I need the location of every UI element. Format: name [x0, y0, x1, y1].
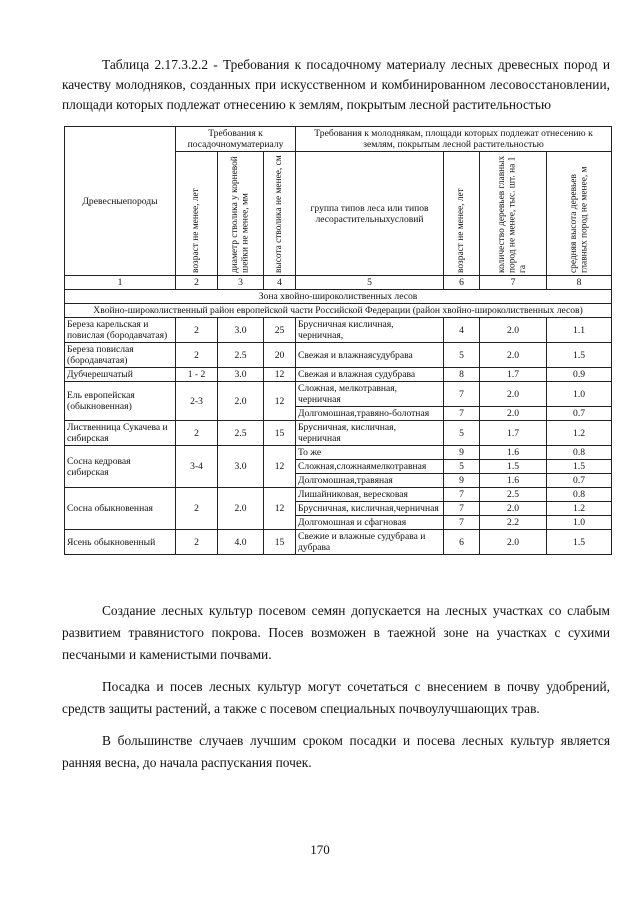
seedling-height-cell: 12 [264, 368, 296, 382]
species-cell: Береза карельская и повислая (бородавчатая) [65, 318, 176, 343]
header-height: высота стволика не менее, см [274, 154, 285, 273]
col-number: 1 [65, 276, 176, 290]
mean-height-cell: 0.9 [547, 368, 612, 382]
diameter-cell: 3.0 [218, 368, 264, 382]
col-number: 3 [218, 276, 264, 290]
forest-type-cell: Лишайниковая, вересковая [296, 488, 444, 502]
seedling-age-cell: 2-3 [176, 382, 218, 421]
header-age: возраст не менее, лет [191, 187, 202, 273]
mean-height-cell: 1.2 [547, 502, 612, 516]
tree-count-cell: 1.6 [480, 474, 547, 488]
col-number: 5 [296, 276, 444, 290]
table-caption: Таблица 2.17.3.2.2 - Требования к посадочному материалу лесных древесных пород и качеству молодняков, созданных при искусственном и комбинированном лесовосстановлении, площади которых подлежат отнесению к землям, покрытым лесной растительностью [62, 57, 610, 112]
mean-height-cell: 1.5 [547, 530, 612, 555]
forest-type-cell: Долгомошная,травяная [296, 474, 444, 488]
young-age-cell: 6 [444, 530, 480, 555]
paragraph-sowing: Создание лесных культур посевом семян допускается на лесных участках со слабым развитием травянистого покрова. Посев возможен в таежной зоне на участках с сухими песчаными и каменистыми почвами. [62, 603, 610, 662]
seedling-height-cell: 15 [264, 421, 296, 446]
tree-count-cell: 1.7 [480, 368, 547, 382]
tree-count-cell: 2.0 [480, 530, 547, 555]
header-count: количество деревьев главных пород не менее, тыс. шт. на 1 га [497, 155, 529, 273]
col-number: 2 [176, 276, 218, 290]
seedling-age-cell: 2 [176, 318, 218, 343]
young-age-cell: 7 [444, 502, 480, 516]
forest-type-cell: То же [296, 446, 444, 460]
tree-count-cell: 2.0 [480, 502, 547, 516]
col-number: 6 [444, 276, 480, 290]
young-age-cell: 7 [444, 516, 480, 530]
young-age-cell: 4 [444, 318, 480, 343]
forest-type-cell: Свежие и влажные судубрава и дубрава [296, 530, 444, 555]
table-row [65, 446, 612, 460]
species-cell: Сосна обыкновенная [65, 488, 176, 530]
species-cell: Ель европейская (обыкновенная) [65, 382, 176, 421]
header-diameter: диаметр стволика у корневой шейки не менее, мм [230, 155, 251, 273]
species-cell: Дубчерешчатый [65, 368, 176, 382]
tree-count-cell: 1.6 [480, 446, 547, 460]
forest-type-cell: Сложная,сложнаямелкотравная [296, 460, 444, 474]
mean-height-cell: 0.8 [547, 446, 612, 460]
young-age-cell: 7 [444, 407, 480, 421]
mean-height-cell: 1.0 [547, 382, 612, 407]
forest-type-cell: Брусничная кисличная, черничная, [296, 318, 444, 343]
seedling-age-cell: 2 [176, 530, 218, 555]
tree-count-cell: 2.0 [480, 318, 547, 343]
forest-type-cell: Свежая и влажнаясудубрава [296, 343, 444, 368]
seedling-age-cell: 3-4 [176, 446, 218, 488]
species-cell: Лиственница Сукачева и сибирская [65, 421, 176, 446]
column-number-row [65, 276, 612, 290]
tree-count-cell: 2.0 [480, 407, 547, 421]
forest-type-cell: Сложная, мелкотравная, черничная [296, 382, 444, 407]
seedling-height-cell: 20 [264, 343, 296, 368]
young-age-cell: 7 [444, 488, 480, 502]
requirements-table [64, 126, 612, 555]
seedling-age-cell: 2 [176, 488, 218, 530]
forest-type-cell: Брусничная, кисличная,черничная [296, 502, 444, 516]
mean-height-cell: 1.5 [547, 343, 612, 368]
table-row [65, 382, 612, 407]
paragraph-fertilizer: Посадка и посев лесных культур могут сочетаться с внесением в почву удобрений, средств защиты растений, а также с посевом специальных почвоулучшающих трав. [62, 679, 610, 716]
seedling-age-cell: 2 [176, 421, 218, 446]
species-cell: Береза повислая (бородавчатая) [65, 343, 176, 368]
header-forest-type: группа типов леса или типов лесорастительныхусловий [296, 152, 444, 276]
tree-count-cell: 2.2 [480, 516, 547, 530]
young-age-cell: 9 [444, 446, 480, 460]
diameter-cell: 2.5 [218, 421, 264, 446]
mean-height-cell: 1.0 [547, 516, 612, 530]
col-number: 8 [547, 276, 612, 290]
header-young-group: Требования к молоднякам, площади которых подлежат отнесению к землям, покрытым лесной растительностью [296, 127, 612, 152]
young-age-cell: 9 [444, 474, 480, 488]
species-cell: Сосна кедровая сибирская [65, 446, 176, 488]
tree-count-cell: 1.5 [480, 460, 547, 474]
table-row [65, 343, 612, 368]
mean-height-cell: 0.7 [547, 407, 612, 421]
young-age-cell: 7 [444, 382, 480, 407]
table-row [65, 530, 612, 555]
header-species: Древесныепороды [65, 127, 176, 276]
diameter-cell: 2.5 [218, 343, 264, 368]
mean-height-cell: 1.1 [547, 318, 612, 343]
col-number: 4 [264, 276, 296, 290]
young-age-cell: 5 [444, 343, 480, 368]
seedling-height-cell: 12 [264, 382, 296, 421]
tree-count-cell: 2.0 [480, 382, 547, 407]
seedling-height-cell: 12 [264, 446, 296, 488]
header-planting-group: Требования к посадочномуматериалу [176, 127, 296, 152]
col-number: 7 [480, 276, 547, 290]
seedling-age-cell: 2 [176, 343, 218, 368]
mean-height-cell: 0.7 [547, 474, 612, 488]
young-age-cell: 5 [444, 421, 480, 446]
region-title: Хвойно-широколиственный район европейской части Российской Федерации (район хвойно-широколиственных лесов) [65, 304, 612, 318]
header-mean-height: средняя высота деревьев главных пород не менее, м [568, 166, 590, 273]
table-row [65, 318, 612, 343]
forest-type-cell: Брусничная, кисличная, черничная [296, 421, 444, 446]
species-cell: Ясень обыкновенный [65, 530, 176, 555]
diameter-cell: 4.0 [218, 530, 264, 555]
mean-height-cell: 0.8 [547, 488, 612, 502]
diameter-cell: 3.0 [218, 318, 264, 343]
diameter-cell: 2.0 [218, 382, 264, 421]
table-row [65, 488, 612, 502]
seedling-height-cell: 12 [264, 488, 296, 530]
young-age-cell: 8 [444, 368, 480, 382]
seedling-height-cell: 25 [264, 318, 296, 343]
zone-title: Зона хвойно-широколиственных лесов [65, 290, 612, 304]
forest-type-cell: Долгомошная,травяно-болотная [296, 407, 444, 421]
tree-count-cell: 2.0 [480, 343, 547, 368]
diameter-cell: 2.0 [218, 488, 264, 530]
table-row [65, 421, 612, 446]
young-age-cell: 5 [444, 460, 480, 474]
tree-count-cell: 2.5 [480, 488, 547, 502]
seedling-height-cell: 15 [264, 530, 296, 555]
diameter-cell: 3.0 [218, 446, 264, 488]
seedling-age-cell: 1 - 2 [176, 368, 218, 382]
mean-height-cell: 1.2 [547, 421, 612, 446]
mean-height-cell: 1.5 [547, 460, 612, 474]
header-age2: возраст не менее, лет [456, 187, 467, 273]
forest-type-cell: Свежая и влажная судубрава [296, 368, 444, 382]
table-row [65, 368, 612, 382]
tree-count-cell: 1.7 [480, 421, 547, 446]
paragraph-timing: В большинстве случаев лучшим сроком посадки и посева лесных культур является ранняя весна, до начала распускания почек. [62, 733, 610, 770]
page-number: 170 [310, 842, 330, 857]
forest-type-cell: Долгомошная и сфагновая [296, 516, 444, 530]
